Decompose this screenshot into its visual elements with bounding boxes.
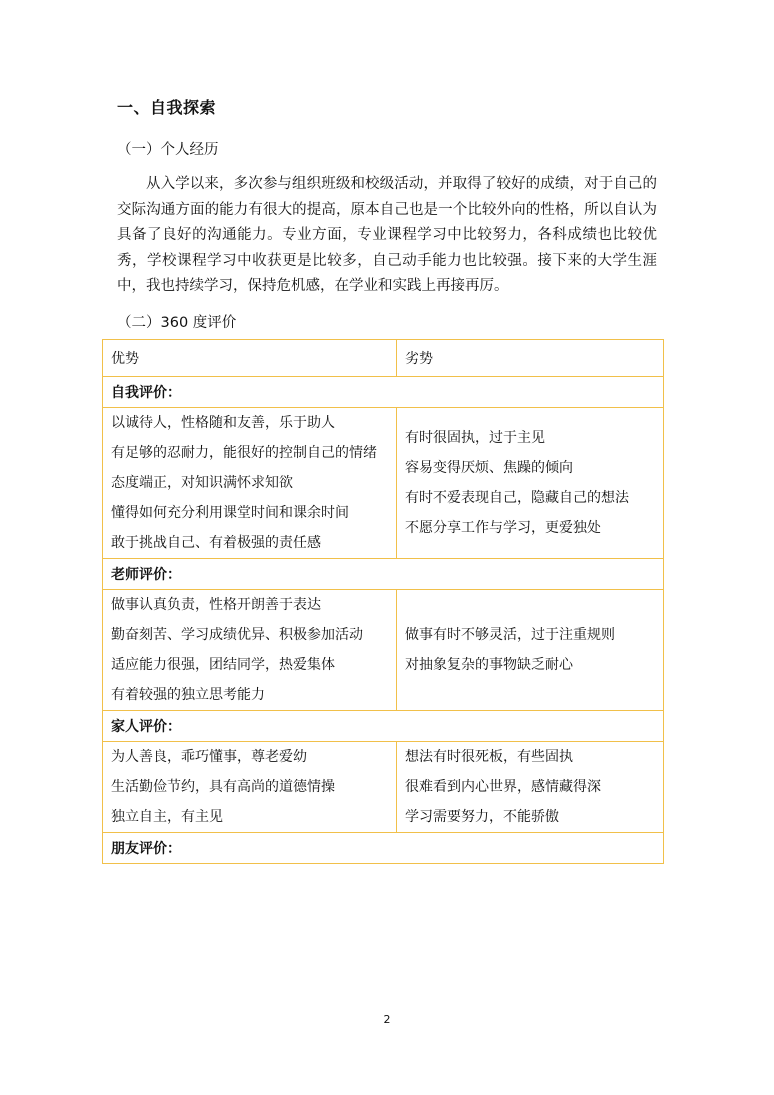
list-item: 有时很固执，过于主见 bbox=[405, 430, 545, 446]
list-item: 学习需要努力，不能骄傲 bbox=[405, 809, 559, 825]
list-item: 独立自主，有主见 bbox=[111, 809, 223, 825]
table-row-family bbox=[103, 742, 664, 833]
section-row-teacher bbox=[103, 559, 664, 590]
section-title-friends: 朋友评价： bbox=[103, 833, 664, 864]
table-row-self bbox=[103, 408, 664, 559]
section-title-self: 自我评价： bbox=[103, 377, 664, 408]
list-item: 为人善良，乖巧懂事，尊老爱幼 bbox=[111, 749, 307, 765]
list-item: 适应能力很强，团结同学，热爱集体 bbox=[111, 657, 335, 673]
list-item: 生活勤俭节约，具有高尚的道德情操 bbox=[111, 779, 335, 795]
family-weaknesses-cell bbox=[397, 742, 664, 833]
list-item: 想法有时很死板，有些固执 bbox=[405, 749, 573, 765]
strengths-header: 优势 bbox=[103, 340, 397, 377]
weaknesses-header: 劣势 bbox=[397, 340, 664, 377]
list-item: 有时不爱表现自己，隐藏自己的想法 bbox=[405, 490, 629, 506]
section-title-family: 家人评价： bbox=[103, 711, 664, 742]
teacher-strengths-cell bbox=[103, 590, 397, 711]
list-item: 敢于挑战自己、有着极强的责任感 bbox=[111, 535, 321, 551]
list-item: 容易变得厌烦、焦躁的倾向 bbox=[405, 460, 573, 476]
family-strengths-cell bbox=[103, 742, 397, 833]
table-row-teacher bbox=[103, 590, 664, 711]
self-weaknesses-cell bbox=[397, 408, 664, 559]
teacher-weaknesses-cell bbox=[397, 590, 664, 711]
list-item: 不愿分享工作与学习，更爱独处 bbox=[405, 520, 601, 536]
list-item: 做事有时不够灵活，过于注重规则 bbox=[405, 627, 615, 643]
list-item: 很难看到内心世界，感情藏得深 bbox=[405, 779, 601, 795]
list-item: 对抽象复杂的事物缺乏耐心 bbox=[405, 657, 573, 673]
personal-heading: （一）个人经历 bbox=[117, 142, 219, 158]
evaluation-heading: （二）360 度评价 bbox=[117, 315, 237, 331]
page-number: 2 bbox=[383, 1013, 391, 1026]
list-item: 懂得如何充分利用课堂时间和课余时间 bbox=[111, 505, 349, 521]
list-item: 态度端正，对知识满怀求知欲 bbox=[111, 475, 293, 491]
evaluation-table bbox=[102, 339, 664, 864]
personal-paragraph: 从入学以来，多次参与组织班级和校级活动，并取得了较好的成绩，对于自己的交际沟通方面的能力有很大的提高，原本自己也是一个比较外向的性格，所以自认为具备了良好的沟通能力。专业方面，专业课程学习中比较努力，各科成绩也比较优秀，学校课程学习中收获更是比较多，自己动手能力也比较强。接下来的大学生涯中，我也持续学习，保持危机感，在学业和实践上再接再厉。 bbox=[117, 176, 657, 294]
list-item: 有着较强的独立思考能力 bbox=[111, 687, 265, 703]
section-title-teacher: 老师评价： bbox=[103, 559, 664, 590]
list-item: 做事认真负责，性格开朗善于表达 bbox=[111, 597, 321, 613]
section-row-family bbox=[103, 711, 664, 742]
list-item: 有足够的忍耐力，能很好的控制自己的情绪 bbox=[111, 445, 377, 461]
self-strengths-cell bbox=[103, 408, 397, 559]
section-title: 一、自我探索 bbox=[117, 98, 217, 117]
list-item: 勤奋刻苦、学习成绩优异、积极参加活动 bbox=[111, 627, 363, 643]
section-row-friends bbox=[103, 833, 664, 864]
table-header-row bbox=[103, 340, 664, 377]
list-item: 以诚待人，性格随和友善，乐于助人 bbox=[111, 415, 335, 431]
section-row-self bbox=[103, 377, 664, 408]
